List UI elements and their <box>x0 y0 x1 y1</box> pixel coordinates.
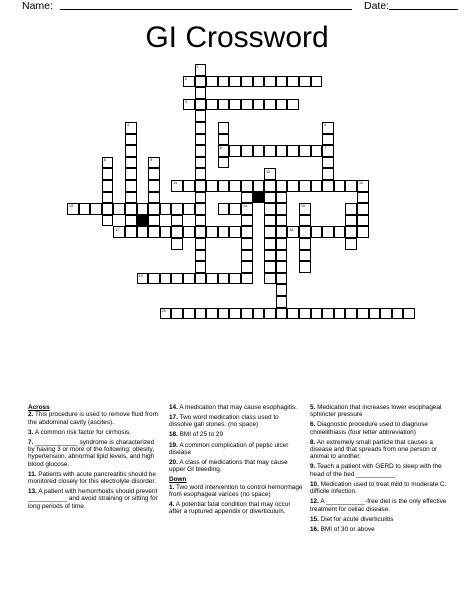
clue-text: Patients with acute pancreatitis should be monitored closely for this electrolyte disorder. <box>28 470 156 486</box>
grid-cell[interactable] <box>137 273 149 285</box>
grid-cell[interactable] <box>160 273 172 285</box>
grid-cell[interactable] <box>183 273 195 285</box>
clue-text: Diagnostic procedure used to diagnose cholelithiasis (four letter abbreviation) <box>310 421 428 436</box>
grid-cell[interactable] <box>334 226 346 238</box>
grid-cell[interactable] <box>264 145 276 157</box>
grid-cell[interactable] <box>148 273 160 285</box>
cell-number: 18 <box>289 227 294 232</box>
grid-cell[interactable] <box>241 273 253 285</box>
grid-cell[interactable] <box>253 308 265 320</box>
grid-cell[interactable] <box>113 203 125 215</box>
grid-cell[interactable] <box>195 180 207 192</box>
grid-cell[interactable] <box>345 215 357 227</box>
clues-column-3 <box>310 404 450 536</box>
grid-cell[interactable] <box>311 226 323 238</box>
clue-item <box>169 501 303 516</box>
grid-cell[interactable] <box>125 203 137 215</box>
grid-cell[interactable] <box>171 308 183 320</box>
grid-cell[interactable] <box>218 180 230 192</box>
clue-text: A class of medications that may cause upper GI bleeding. <box>169 458 288 474</box>
grid-cell[interactable] <box>311 180 323 192</box>
grid-cell[interactable] <box>218 122 230 134</box>
grid-cell[interactable] <box>299 145 311 157</box>
grid-cell[interactable] <box>195 157 207 169</box>
grid-cell[interactable] <box>206 180 218 192</box>
grid-cell[interactable] <box>264 308 276 320</box>
clue-item <box>169 404 303 411</box>
grid-cell[interactable] <box>276 250 288 262</box>
clue-item <box>310 404 450 419</box>
clues-column-2 <box>169 404 303 518</box>
grid-cell[interactable] <box>369 308 381 320</box>
grid-cell[interactable] <box>241 215 253 227</box>
across-heading: Across <box>28 404 50 411</box>
down-heading: Down <box>169 476 187 484</box>
clue-item <box>310 481 450 496</box>
grid-cell[interactable] <box>195 192 207 204</box>
grid-cell[interactable] <box>345 180 357 192</box>
clue-item <box>310 516 450 523</box>
grid-cell[interactable] <box>345 238 357 250</box>
clue-item <box>28 488 161 510</box>
grid-cell[interactable] <box>299 76 311 88</box>
cell-number: 2 <box>185 76 187 81</box>
cell-number: 10 <box>266 169 271 174</box>
clue-text: BMI of 30 or above <box>318 525 375 533</box>
grid-cell[interactable] <box>171 226 183 238</box>
grid-cell[interactable] <box>276 192 288 204</box>
grid-cell[interactable] <box>241 238 253 250</box>
grid-cell[interactable] <box>229 145 241 157</box>
grid-cell[interactable] <box>195 203 207 215</box>
grid-cell[interactable] <box>322 145 334 157</box>
clue-number: 17. <box>169 414 178 422</box>
clue-number: 10. <box>310 480 319 488</box>
cell-number: 3 <box>185 100 187 105</box>
grid-cell[interactable] <box>195 308 207 320</box>
grid-cell[interactable] <box>264 250 276 262</box>
cell-number: 7 <box>324 146 327 151</box>
clue-text: A common complication of peptic ulcer disease <box>169 441 289 456</box>
cell-number: 14 <box>243 204 247 209</box>
clue-number: 3. <box>28 428 34 436</box>
grid-cell[interactable] <box>195 76 207 88</box>
grid-cell[interactable] <box>357 203 369 215</box>
grid-cell[interactable] <box>148 180 160 192</box>
clue-number: 15. <box>310 515 319 523</box>
clue-item <box>28 411 161 426</box>
grid-cell[interactable] <box>206 76 218 88</box>
grid-cell[interactable] <box>171 180 183 192</box>
clue-text: Medication used to treat mild to moderate C. difficile infection. <box>310 480 447 496</box>
grid-cell[interactable] <box>357 308 369 320</box>
clue-text: Medication that increases lower esophageal sphincter pressure <box>310 404 442 419</box>
grid-cell[interactable] <box>334 180 346 192</box>
grid-cell[interactable] <box>148 203 160 215</box>
clue-number: 19. <box>169 441 178 449</box>
grid-cell[interactable] <box>380 308 392 320</box>
black-square <box>253 192 265 204</box>
clue-item <box>169 431 303 438</box>
grid-cell[interactable] <box>299 203 311 215</box>
grid-cell[interactable] <box>322 168 334 180</box>
grid-cell[interactable] <box>218 76 230 88</box>
grid-cell[interactable] <box>241 180 253 192</box>
cell-number: 15 <box>301 204 305 209</box>
clue-text: BMI of 25 to 29 <box>177 431 224 439</box>
grid-cell[interactable] <box>241 250 253 262</box>
clue-item <box>310 463 450 478</box>
grid-cell[interactable] <box>229 273 241 285</box>
grid-cell[interactable] <box>195 215 207 227</box>
grid-cell[interactable] <box>67 203 79 215</box>
grid-cell[interactable] <box>125 145 137 157</box>
grid-cell[interactable] <box>229 226 241 238</box>
grid-cell[interactable] <box>125 180 137 192</box>
clue-number: 18. <box>169 431 178 439</box>
grid-cell[interactable] <box>287 308 299 320</box>
grid-cell[interactable] <box>299 226 311 238</box>
grid-cell[interactable] <box>125 226 137 238</box>
clue-number: 12. <box>310 498 319 506</box>
grid-cell[interactable] <box>264 203 276 215</box>
clue-text: Two word medication class used to dissolve gall stones. (no space) <box>169 414 279 429</box>
clue-item <box>169 442 303 457</box>
grid-cell[interactable] <box>218 99 230 111</box>
grid-cell[interactable] <box>218 273 230 285</box>
grid-cell[interactable] <box>345 203 357 215</box>
grid-cell[interactable] <box>206 308 218 320</box>
grid-cell[interactable] <box>183 308 195 320</box>
grid-cell[interactable] <box>287 180 299 192</box>
clues-column-1 <box>28 404 161 513</box>
grid-cell[interactable] <box>311 308 323 320</box>
grid-cell[interactable] <box>148 157 160 169</box>
grid-cell[interactable] <box>287 226 299 238</box>
grid-cell[interactable] <box>218 203 230 215</box>
clue-text: A potential fatal condition that may occur after a ruptured appendix or diverticulum. <box>169 501 291 516</box>
cell-number: 13 <box>69 204 73 209</box>
grid-cell[interactable] <box>264 99 276 111</box>
clue-number: 11. <box>28 470 37 478</box>
grid-cell[interactable] <box>345 308 357 320</box>
grid-cell[interactable] <box>195 99 207 111</box>
grid-cell[interactable] <box>276 273 288 285</box>
cell-number: 8 <box>103 158 106 163</box>
grid-cell[interactable] <box>102 192 114 204</box>
grid-cell[interactable] <box>253 76 265 88</box>
grid-cell[interactable] <box>299 238 311 250</box>
cell-number: 9 <box>150 158 153 163</box>
grid-cell[interactable] <box>322 134 334 146</box>
clue-item <box>169 459 303 474</box>
clue-number: 20. <box>169 458 178 466</box>
clue-text: Two word intervention to control hemorrhage from esophageal varices (no space) <box>169 483 303 498</box>
grid-cell[interactable] <box>102 180 114 192</box>
grid-cell[interactable] <box>241 203 253 215</box>
clue-number: 14. <box>169 404 178 411</box>
grid-cell[interactable] <box>195 134 207 146</box>
clue-text: A common risk factor for cirrhosis. <box>33 428 132 436</box>
grid-cell[interactable] <box>264 215 276 227</box>
grid-cell[interactable] <box>183 203 195 215</box>
cell-number: 6 <box>219 146 222 151</box>
clue-item <box>28 429 161 436</box>
grid-cell[interactable] <box>276 180 288 192</box>
grid-cell[interactable] <box>276 284 288 296</box>
grid-cell[interactable] <box>148 192 160 204</box>
grid-cell[interactable] <box>125 215 137 227</box>
grid-cell[interactable] <box>171 215 183 227</box>
clue-text: ____________ syndrome is characterized by having 3 or more of the following: obesity, hypertension, abnormal lipid levels, and high blood glucose. <box>28 438 155 468</box>
grid-cell[interactable] <box>276 226 288 238</box>
grid-cell[interactable] <box>125 157 137 169</box>
grid-cell[interactable] <box>299 250 311 262</box>
grid-cell[interactable] <box>322 157 334 169</box>
grid-cell[interactable] <box>241 99 253 111</box>
grid-cell[interactable] <box>322 180 334 192</box>
clue-item <box>169 414 303 429</box>
clue-item <box>310 498 450 513</box>
clue-number: 8. <box>310 438 316 446</box>
grid-cell[interactable] <box>171 273 183 285</box>
grid-cell[interactable] <box>253 180 265 192</box>
grid-cell[interactable] <box>102 157 114 169</box>
page-title: GI Crossword <box>145 21 329 54</box>
grid-cell[interactable] <box>195 238 207 250</box>
grid-cell[interactable] <box>160 226 172 238</box>
cell-number: 19 <box>138 274 143 279</box>
grid-cell[interactable] <box>171 238 183 250</box>
grid-cell[interactable] <box>137 203 149 215</box>
clue-number: 13. <box>28 488 37 496</box>
grid-cell[interactable] <box>311 76 323 88</box>
grid-cell[interactable] <box>287 76 299 88</box>
grid-cell[interactable] <box>195 110 207 122</box>
grid-cell[interactable] <box>160 203 172 215</box>
grid-cell[interactable] <box>148 168 160 180</box>
clue-item <box>310 421 450 436</box>
grid-cell[interactable] <box>102 215 114 227</box>
grid-cell[interactable] <box>195 64 207 76</box>
grid-cell[interactable] <box>195 250 207 262</box>
grid-cell[interactable] <box>322 122 334 134</box>
grid-cell[interactable] <box>195 87 207 99</box>
grid-cell[interactable] <box>195 261 207 273</box>
grid-cell[interactable] <box>218 134 230 146</box>
clue-text: A medication that may cause esophagitis. <box>177 404 297 411</box>
grid-cell[interactable] <box>392 308 404 320</box>
grid-cell[interactable] <box>195 226 207 238</box>
grid-cell[interactable] <box>241 192 253 204</box>
clue-text: Diet for acute diverticulitis <box>318 515 394 523</box>
cell-number: 11 <box>173 181 178 186</box>
clue-number: 4. <box>169 501 175 509</box>
grid-cell[interactable] <box>322 308 334 320</box>
grid-cell[interactable] <box>229 76 241 88</box>
grid-cell[interactable] <box>299 261 311 273</box>
clue-number: 2. <box>28 411 34 419</box>
grid-cell[interactable] <box>276 238 288 250</box>
grid-cell[interactable] <box>276 145 288 157</box>
grid-cell[interactable] <box>264 273 276 285</box>
date-label: Date: <box>364 0 390 12</box>
grid-cell[interactable] <box>125 134 137 146</box>
grid-cell[interactable] <box>276 76 288 88</box>
grid-cell[interactable] <box>218 308 230 320</box>
grid-cell[interactable] <box>253 99 265 111</box>
grid-cell[interactable] <box>276 261 288 273</box>
grid-cell[interactable] <box>218 226 230 238</box>
clue-number: 7. <box>28 438 34 446</box>
cell-number: 1 <box>196 65 199 70</box>
grid-cell[interactable] <box>287 99 299 111</box>
grid-cell[interactable] <box>241 308 253 320</box>
clue-item <box>310 526 450 533</box>
grid-cell[interactable] <box>206 99 218 111</box>
grid-cell[interactable] <box>334 308 346 320</box>
grid-cell[interactable] <box>195 145 207 157</box>
grid-cell[interactable] <box>241 145 253 157</box>
grid-cell[interactable] <box>264 261 276 273</box>
grid-cell[interactable] <box>195 122 207 134</box>
grid-cell[interactable] <box>90 203 102 215</box>
clue-item <box>28 471 161 486</box>
clue-number: 5. <box>310 404 316 411</box>
clue-number: 9. <box>310 463 316 471</box>
clue-item <box>310 439 450 461</box>
clue-number: 6. <box>310 421 316 429</box>
grid-cell[interactable] <box>264 168 276 180</box>
grid-cell[interactable] <box>276 308 288 320</box>
grid-cell[interactable] <box>299 180 311 192</box>
grid-cell[interactable] <box>229 308 241 320</box>
grid-cell[interactable] <box>253 145 265 157</box>
grid-cell[interactable] <box>311 145 323 157</box>
grid-cell[interactable] <box>102 203 114 215</box>
grid-cell[interactable] <box>229 203 241 215</box>
cell-number: 4 <box>127 123 129 128</box>
cell-number: 20 <box>161 308 166 313</box>
grid-cell[interactable] <box>195 273 207 285</box>
grid-cell[interactable] <box>345 226 357 238</box>
grid-cell[interactable] <box>148 215 160 227</box>
grid-cell[interactable] <box>276 215 288 227</box>
grid-cell[interactable] <box>171 203 183 215</box>
grid-cell[interactable] <box>299 308 311 320</box>
grid-cell[interactable] <box>125 192 137 204</box>
cell-number: 5 <box>324 123 327 128</box>
black-square <box>137 215 149 227</box>
grid-cell[interactable] <box>357 192 369 204</box>
name-label: Name: <box>22 0 53 12</box>
grid-cell[interactable] <box>79 203 91 215</box>
grid-cell[interactable] <box>229 99 241 111</box>
grid-cell[interactable] <box>218 145 230 157</box>
grid-cell[interactable] <box>241 261 253 273</box>
grid-cell[interactable] <box>357 180 369 192</box>
grid-cell[interactable] <box>403 308 415 320</box>
clue-text: This procedure is used to remove fluid from the abdominal cavity (ascites). <box>28 411 158 426</box>
grid-cell[interactable] <box>195 168 207 180</box>
grid-cell[interactable] <box>241 226 253 238</box>
clue-number: 16. <box>310 525 319 533</box>
clue-text: Teach a patient with GERD to sleep with the head of the bed ___________. <box>310 463 442 478</box>
grid-cell[interactable] <box>357 226 369 238</box>
grid-cell[interactable] <box>241 76 253 88</box>
grid-cell[interactable] <box>183 99 195 111</box>
clue-text: A patient with hemorrhoids should prevent ___________ and avoid straining or sitting for long periods of time. <box>28 488 158 510</box>
grid-cell[interactable] <box>264 192 276 204</box>
grid-cell[interactable] <box>183 76 195 88</box>
grid-cell[interactable] <box>264 180 276 192</box>
grid-cell[interactable] <box>183 226 195 238</box>
grid-cell[interactable] <box>206 273 218 285</box>
grid-cell[interactable] <box>137 226 149 238</box>
grid-cell[interactable] <box>264 76 276 88</box>
grid-cell[interactable] <box>125 122 137 134</box>
grid-cell[interactable] <box>102 168 114 180</box>
grid-cell[interactable] <box>160 308 172 320</box>
grid-cell[interactable] <box>206 226 218 238</box>
grid-cell[interactable] <box>276 296 288 308</box>
grid-cell[interactable] <box>229 180 241 192</box>
grid-cell[interactable] <box>276 99 288 111</box>
grid-cell[interactable] <box>183 180 195 192</box>
grid-cell[interactable] <box>125 168 137 180</box>
cell-number: 17 <box>115 227 120 232</box>
grid-cell[interactable] <box>218 157 230 169</box>
clue-item <box>28 439 161 468</box>
cell-number: 12 <box>359 181 363 186</box>
clue-text: A ___________-free diet is the only effective treatment for celiac disease. <box>310 498 447 513</box>
grid-cell[interactable] <box>299 215 311 227</box>
grid-cell[interactable] <box>264 238 276 250</box>
grid-cell[interactable] <box>264 226 276 238</box>
grid-cell[interactable] <box>322 226 334 238</box>
grid-cell[interactable] <box>357 215 369 227</box>
clue-text: An extremely small particle that causes a disease and that spreads from one person or animal to another. <box>310 438 438 461</box>
grid-cell[interactable] <box>148 226 160 238</box>
clue-item <box>169 484 303 499</box>
clue-number: 1. <box>169 483 175 491</box>
grid-cell[interactable] <box>113 226 125 238</box>
grid-cell[interactable] <box>276 203 288 215</box>
grid-cell[interactable] <box>287 145 299 157</box>
